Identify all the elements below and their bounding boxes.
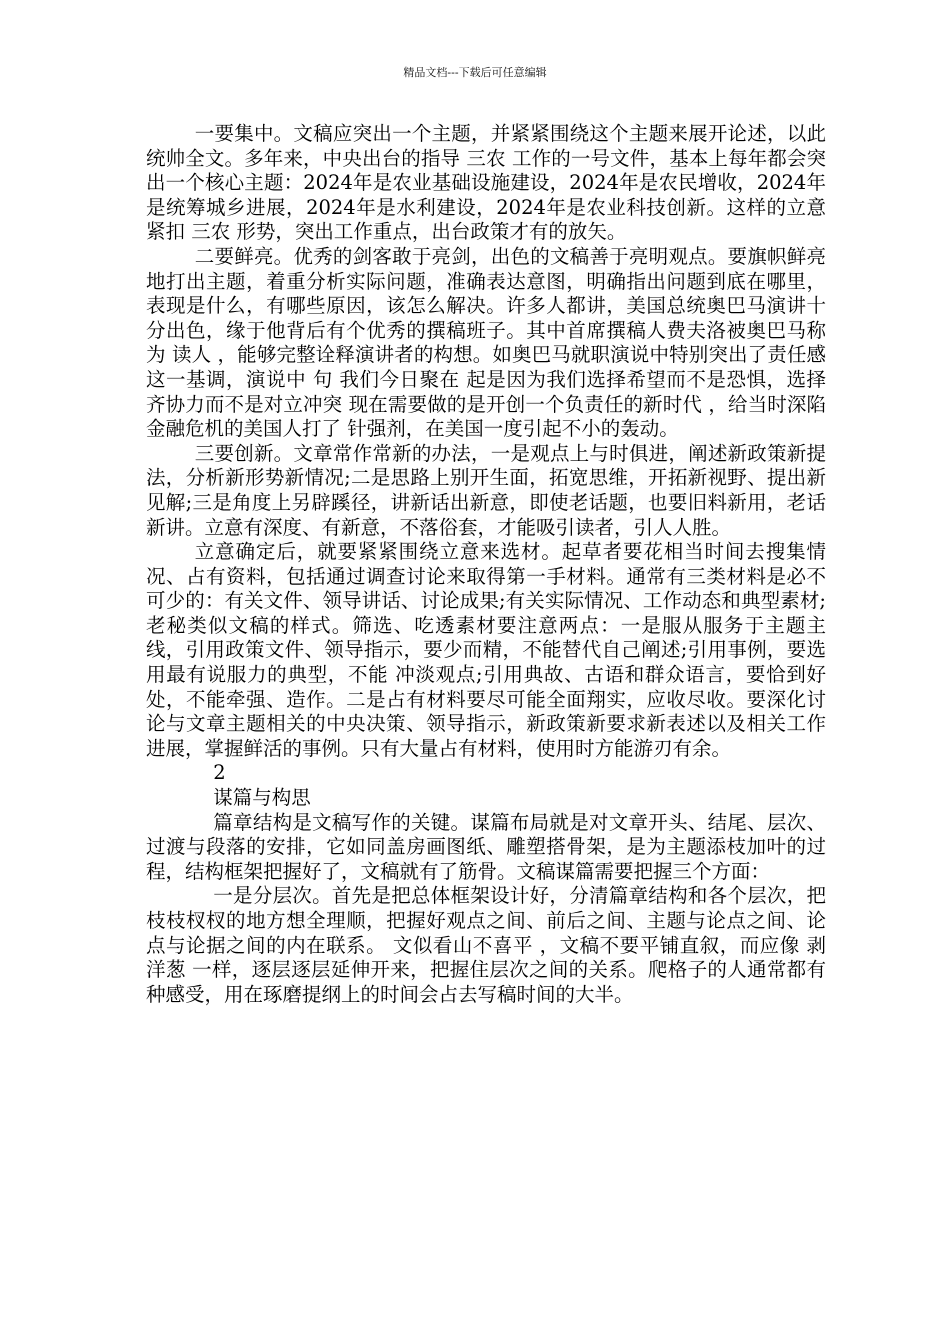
paragraph-structure: 篇章结构是文稿写作的关键。谋篇布局就是对文章开头、结尾、层次、过渡与段落的安排，它如同盖房画图纸、雕塑搭骨架，是为主题添枝加叶的过程，结构框架把握好了，文稿就有了筋骨。文稿谋篇需要把握三个方面：: [146, 810, 826, 883]
document-body: [146, 122, 826, 1007]
paragraph-bright: 二要鲜亮。优秀的剑客敢于亮剑，出色的文稿善于亮明观点。要旗帜鲜亮地打出主题，着重分析实际问题，准确表达意图，明确指出问题到底在哪里，表现是什么，有哪些原因，该怎么解决。许多人都讲，美国总统奥巴马演讲十分出色，缘于他背后有个优秀的撰稿班子。其中首席撰稿人费夫洛被奥巴马称为 读人 ，能够完整诠释演讲者的构想。如奥巴马就职演说中特别突出了责任感这一基调，演说中 句 我们今日聚在 起是因为我们选择希望而不是恐惧，选择齐协力而不是对立冲突 现在需要做的是开创一个负责任的新时代 ，给当时深陷金融危机的美国人打了 针强剂，在美国一度引起不小的轰动。: [146, 244, 826, 441]
paragraph-material-selection: 立意确定后，就要紧紧围绕立意来选材。起草者要花相当时间去搜集情况、占有资料，包括通过调查讨论来取得第一手材料。通常有三类材料是必不可少的：有关文件、领导讲话、讨论成果;有关实际情况、工作动态和典型素材;老秘类似文稿的样式。筛选、吃透素材要注意两点：一是服从服务于主题主线，引用政策文件、领导指示，要少而精，不能替代自己阐述;引用事例，要选用最有说服力的典型，不能 冲淡观点;引用典故、古语和群众语言，要恰到好处，不能牵强、造作。二是占有材料要尽可能全面翔实，应收尽收。要深化讨论与文章主题相关的中央决策、领导指示，新政策新要求新表述以及相关工作进展，掌握鲜活的事例。只有大量占有材料，使用时方能游刃有余。: [146, 540, 826, 760]
section-heading: 谋篇与构思: [213, 786, 311, 810]
paragraph-innovate: 三要创新。文章常作常新的办法，一是观点上与时俱进，阐述新政策新提法，分析新形势新情况;二是思路上别开生面，拓宽思维，开拓新视野、提出新见解;三是角度上另辟蹊径，讲新话出新意，即使老话题，也要旧料新用，老话新讲。立意有深度、有新意，不落俗套，才能吸引读者，引人人胜。: [146, 441, 826, 539]
paragraph-layers: 一是分层次。首先是把总体框架设计好，分清篇章结构和各个层次，把枝枝杈杈的地方想全理顺，把握好观点之间、前后之间、主题与论点之间、论点与论据之间的内在联系。 文似看山不喜平 ，文稿不要平铺直叙，而应像 剥洋葱 一样，逐层逐层延伸开来，把握住层次之间的关系。爬格子的人通常都有种感受，用在琢磨提纲上的时间会占去写稿时间的大半。: [146, 884, 826, 1006]
page-header: 精品文档---下载后可任意编辑: [403, 66, 547, 79]
section-number: 2: [213, 761, 226, 785]
paragraph-concentrate: 一要集中。文稿应突出一个主题，并紧紧围绕这个主题来展开论述，以此统帅全文。多年来，中央出台的指导 三农 工作的一号文件，基本上每年都会突出一个核心主题：2024年是农业基础设施建设，2024年是农民增收，2024年是统筹城乡进展，2024年是水利建设，2024年是农业科技创新。这样的立意紧扣 三农 形势，突出工作重点，出台政策才有的放矢。: [146, 122, 826, 244]
